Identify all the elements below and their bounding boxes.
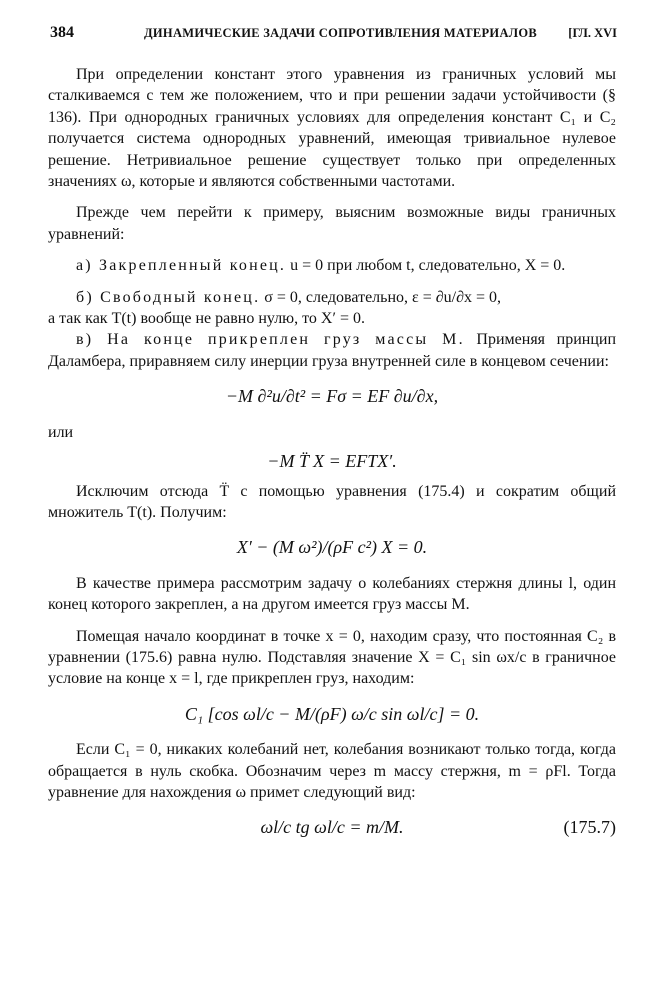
case-free-label: б) Свободный конец.	[76, 288, 261, 306]
equation-inertia-text: −M T̈ X = EFTX′.	[267, 451, 397, 472]
page-body	[48, 64, 616, 853]
paragraph-origin: Помещая начало координат в точке x = 0, находим сразу, что постоянная C₂ в уравнении (175.6) равна нулю. Подставляя значение X = C₁ sin ωx/c в граничное условие на конце x = l, где прикреплен груз, находим:	[48, 627, 616, 688]
equation-boundary-mass-text: X′ − (M ω²)/(ρF c²) X = 0.	[236, 537, 428, 558]
chapter-label: [ГЛ. XVI	[568, 26, 617, 40]
case-free-text: σ = 0, следовательно, ε = ∂u/∂x = 0,	[264, 288, 502, 306]
equation-bracket-text: C₁ [cos ωl/c − M/(ρF) ω/c sin ωl/c] = 0.	[184, 703, 480, 724]
case-mass-end	[48, 329, 616, 372]
page-number: 384	[50, 24, 74, 41]
case-mass-text: Применяя принцип Даламбера, приравняем силу инерции груза внутренней силе в концевом сечении:	[48, 331, 617, 370]
paragraph-if-c1-zero: Если C₁ = 0, никаких колебаний нет, колебания возникают только тогда, когда обращается в нуль скобка. Обозначим через m массу стержня, m = ρFl. Тогда уравнение для нахождения ω примет следующий вид:	[48, 741, 616, 801]
paragraph-constants: При определении констант этого уравнения из граничных условий мы сталкиваемся с тем же положением, что и при решении задачи устойчивости (§ 136). При однородных граничных условиях для определения констант C₁ и C₂ получается система однородных уравнений, имеющая тривиальное нулевое решение. Нетривиальное решение существует только при определенных значениях ω, которые и являются собственными частотами.	[48, 66, 616, 191]
connector-or: или	[48, 423, 74, 441]
case-fixed-label: а) Закрепленный конец.	[76, 257, 287, 275]
case-fixed-end	[48, 255, 616, 276]
case-fixed-text: u = 0 при любом t, следовательно, X = 0.	[290, 257, 566, 275]
equation-dalembert	[48, 386, 616, 407]
equation-frequency-text: ωl/c tg ωl/c = m/M.	[260, 817, 404, 838]
equation-dalembert-text: −M ∂²u/∂t² = Fσ = EF ∂u/∂x,	[225, 386, 439, 407]
equation-bracket	[48, 704, 616, 725]
running-title: ДИНАМИЧЕСКИЕ ЗАДАЧИ СОПРОТИВЛЕНИЯ МАТЕРИАЛОВ	[144, 26, 538, 40]
case-free-end	[48, 287, 616, 308]
equation-inertia	[48, 451, 616, 472]
paragraph-exclude: Исключим отсюда T̈ с помощью уравнения (175.4) и сократим общий множитель T(t). Получим:	[48, 482, 616, 521]
equation-number: (175.7)	[563, 817, 616, 838]
equation-frequency	[48, 817, 616, 838]
paragraph-boundary-intro: Прежде чем перейти к примеру, выясним возможные виды граничных уравнений:	[48, 204, 616, 243]
case-mass-label: в) На конце прикреплен груз массы M.	[76, 331, 465, 349]
equation-boundary-mass	[48, 537, 616, 558]
case-free-continuation: а так как T(t) вообще не равно нулю, то X′ = 0.	[48, 310, 365, 328]
paragraph-example: В качестве примера рассмотрим задачу о колебаниях стержня длины l, один конец которого закреплен, а на другом имеется груз массы M.	[48, 574, 616, 614]
